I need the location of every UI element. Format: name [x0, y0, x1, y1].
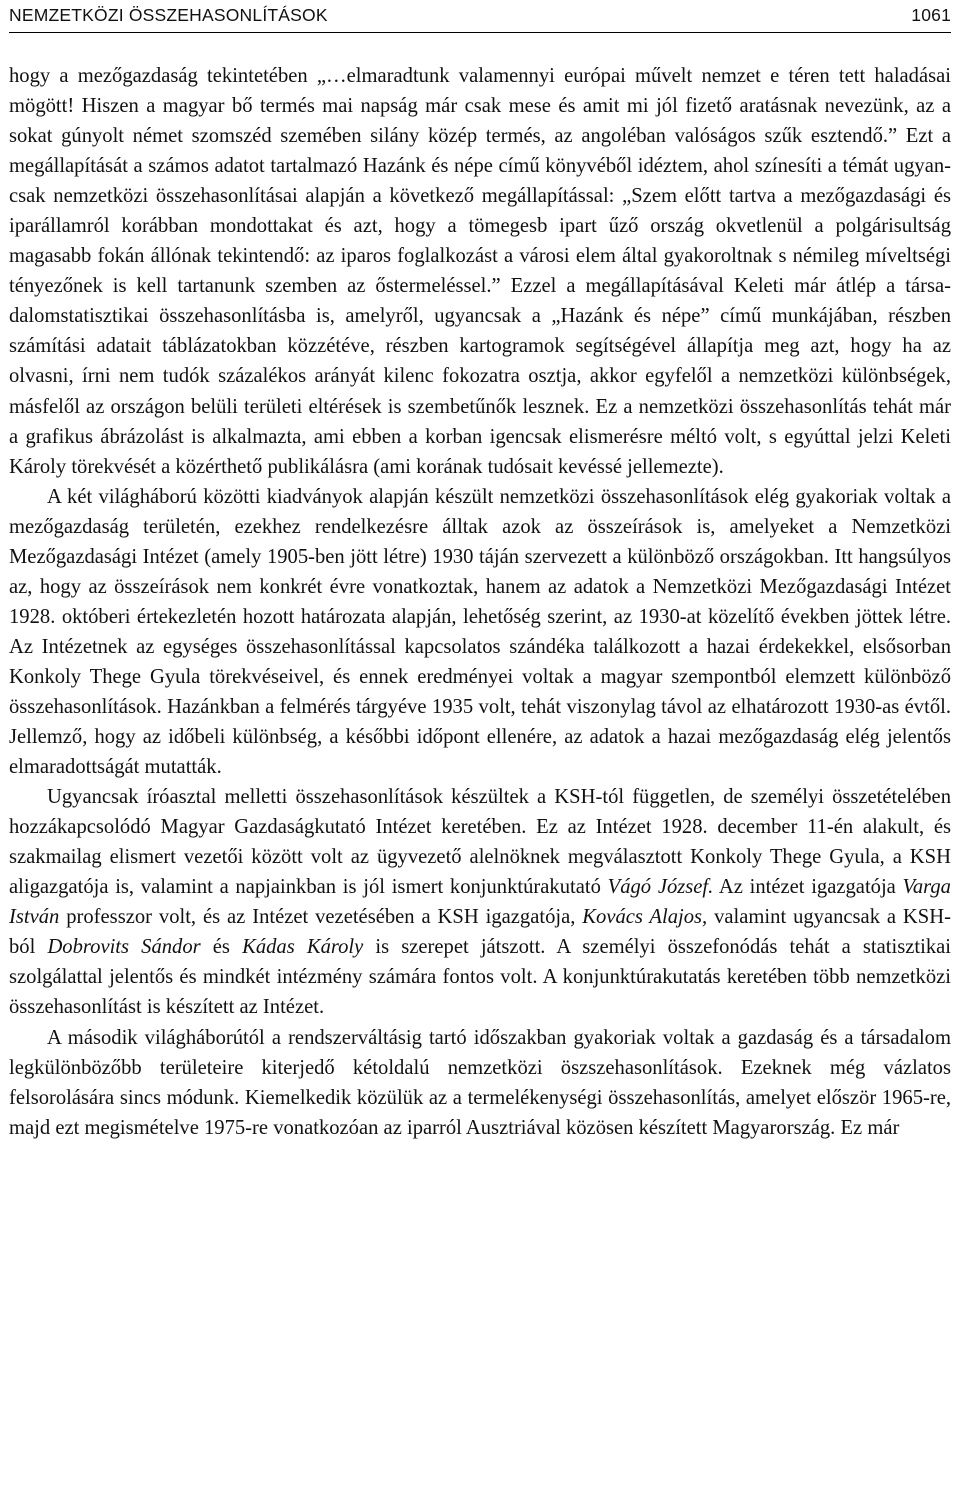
paragraph — [9, 482, 951, 782]
paragraph — [9, 782, 951, 1022]
italic-name: Kádas Károly — [242, 936, 364, 959]
italic-name: Vágó József. — [607, 876, 714, 899]
section-title: NEMZETKÖZI ÖSSZEHASONLÍTÁSOK — [9, 5, 328, 25]
text-run: Az intézet igazgatója — [713, 876, 903, 899]
text-run: A két világháború közötti kiadványok alapján készült nemzetközi összehasonlítások elég gyakoriak voltak a mezőgazdaság területén, ezekhez rendelkezésre álltak azok az összeírások is, amelyeket a Nemzetközi Mezőgazdasági Intézet (amely 1905-ben jött létre) 1930 táján szervezett a különböző országokban. Itt hangsúlyos az, hogy az összeírások nem konkrét évre vonatkoztak, hanem az adatok a Nemzetközi Mezőgazdasági Intézet 1928. októberi értekezletén hozott határozata alapján, lehetőség szerint, az 1930-at közelítő években jöttek létre. Az Intézetnek az egységes összehasonlítással kapcsolatos szándéka találkozott a hazai érdekekkel, elsősorban Konkoly Thege Gyula törekvéseivel, és ennek eredményei voltak a magyar szempontból elemzett különböző összehasonlítások. Hazánkban a felmérés tárgyéve 1935 volt, tehát viszonylag távol az elhatározott 1930-as évtől. Jellemző, hogy az időbeli különbség, a későbbi időpont ellenére, az adatok a hazai mezőgazdaság elég jelentős elmaradottságát mutatták. — [9, 485, 951, 779]
italic-name: Dobrovits Sándor — [47, 936, 201, 959]
document-page — [9, 0, 951, 1143]
text-run: A második világháborútól a rendszerváltásig tartó időszakban gyakoriak voltak a gazdaság és a társadalom legkülönbözőbb területeire kiterjedő kétoldalú nemzetközi öszszehasonlítások. Ezeknek még vázlatos felsorolására sincs módunk. Kiemelkedik közülük az a termelékenységi összehasonlítás, amelyet először 1965-re, majd ezt megismételve 1975-re vonatkozóan az iparról Ausztriával közösen készített Magyarország. Ez már — [9, 1026, 951, 1139]
text-run: Ugyancsak íróasztal melletti összehasonlítások készültek a KSH-tól független, de személyi összetételében hozzákapcsolódó Magyar Gazdaságkutató Intézet keretében. Ez az Intézet 1928. december 11-én alakult, és szakmailag elismert vezetői között volt az ügyvezető alelnöknek megválasztott Konkoly Thege Gyula, a KSH aligazgatója is, valamint a napjainkban is jól ismert konjunktúrakutató — [9, 786, 951, 899]
text-run: hogy a mezőgazdaság tekintetében „…elmaradtunk valamennyi európai művelt nemzet e téren tett haladásai mögött! Hiszen a magyar bő termés mai napság már csak mese és amit mi jól fizető aratásnak nevezünk, az a sokat gúnyolt német szomszéd szemében silány közép termés, az angoléban valóságos szűk esztendő.” Ezt a megállapítását a számos adatot tartalmazó Hazánk és népe című könyvéből idéztem, ahol színesíti a témát ugyancsak nemzetközi összehasonlításai alapján a következő megállapítással: „Szem előtt tartva a mezőgazdasági és iparállamról korábban mondottakat és azt, hogy a tömegesb ipart űző ország okvetlenül a polgárisultság magasabb fokán állónak tekintendő: az iparos foglalkozást a városi elem által gyakoroltnak s némileg míveltségi tényezőnek is kell tartanunk szemben az őstermeléssel.” Ezzel a megállapításával Keleti már átlép a társadalomstatisztikai összehasonlításba is, amelyről, ugyancsak a „Hazánk és népe” című munkájában, részben számítási adatait táblázatokban közzétéve, részben kartogramok segítségével állapítja meg azt, hogy ha az olvasni, írni nem tudók százalékos arányát kilenc fokozatra osztja, akkor egyfelől a nemzetközi különbségek, másfelől az országon belüli területi eltérések is szembetűnők lesznek. Ez a nemzetközi összehasonlítás tehát már a grafikus ábrázolást is alkalmazta, ami ebben a korban igencsak elismerésre méltó volt, s egyúttal jelzi Keleti Károly törekvését a közérthető publikálásra (ami korának tudósait kevéssé jellemezte). — [9, 65, 951, 478]
paragraph — [9, 61, 951, 482]
body-text — [9, 61, 951, 1143]
page-number: 1061 — [911, 5, 951, 25]
text-run: professzor volt, és az Intézet vezetésében a KSH igazgatója, — [59, 906, 583, 929]
italic-name: Kovács Alajos, — [582, 906, 708, 929]
italic-name: Varga István — [9, 876, 951, 929]
paragraph — [9, 1023, 951, 1143]
text-run: is szerepet játszott. A személyi összefonódás tehát a statisztikai szolgálattal jelentős és mindkét intézmény számára fontos volt. A konjunktúrakutatás keretében több nemzetközi összehasonlítást is készített az Intézet. — [9, 936, 951, 1019]
running-header — [9, 0, 951, 33]
text-run: és — [200, 936, 243, 959]
text-run: valamint ugyancsak a KSH-ból — [9, 906, 951, 959]
